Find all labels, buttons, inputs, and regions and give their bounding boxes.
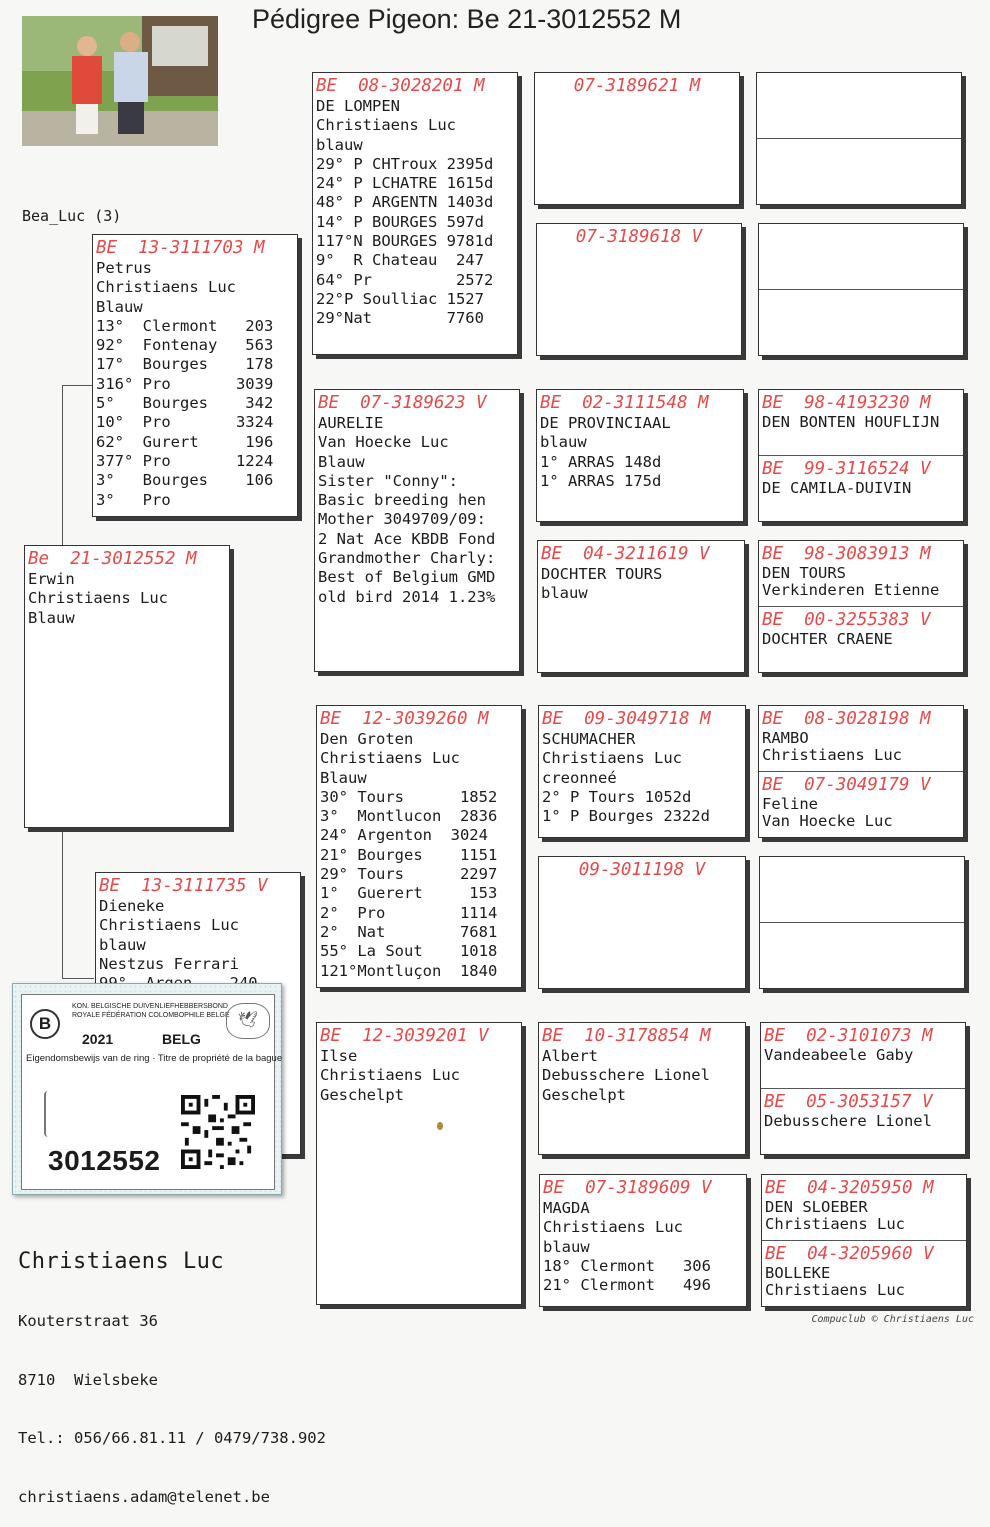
info-line: DEN TOURS — [762, 564, 846, 582]
pigeon-card-pair-empty[interactable] — [758, 223, 964, 356]
result-line: 29°Nat 7760 — [316, 309, 484, 328]
pigeon-card-fmf[interactable] — [536, 389, 744, 522]
info-line: Sister "Conny": — [318, 471, 458, 490]
pigeon-slot-empty — [757, 139, 961, 205]
result-line: 48° P ARGENTN 1403d — [316, 193, 494, 212]
info-line: Blauw — [318, 452, 365, 471]
result-line: 21° Clermont 496 — [543, 1276, 711, 1295]
result-line: 117°N BOURGES 9781d — [316, 232, 494, 251]
pigeon-card-mfm[interactable] — [538, 856, 746, 989]
pigeon-logo-icon: 🕊 — [226, 1003, 270, 1039]
result-line: 377° Pro 1224 — [96, 451, 274, 470]
info-line: Albert — [542, 1047, 598, 1065]
ring-card-number: 3012552 — [48, 1145, 161, 1176]
pigeon-slot-empty — [757, 73, 961, 139]
pigeon-card-fmm[interactable] — [537, 540, 745, 673]
result-line: 10° Pro 3324 — [96, 413, 274, 432]
ownership-text: Eigendomsbewijs van de ring · Titre de propriété de la bague — [26, 1053, 283, 1064]
ring-number: BE 09-3049718 M — [542, 709, 711, 729]
result-line: 2° Pro 1114 — [320, 903, 498, 922]
pigeon-slot[interactable] — [759, 390, 963, 456]
info-line: Christiaens Luc — [316, 116, 456, 135]
result-line: 1° Guerert 153 — [320, 884, 498, 903]
pigeon-slot[interactable] — [759, 541, 963, 607]
result-line: 30° Tours 1852 — [320, 787, 498, 806]
pigeon-slot[interactable] — [762, 1175, 966, 1241]
ring-number: BE 13-3111703 M — [96, 238, 265, 258]
result-line: 24° Argenton 3024 — [320, 826, 488, 845]
info-line: blauw — [540, 433, 587, 452]
owner-name: Christiaens Luc — [18, 1249, 225, 1274]
ring-number: BE 13-3111735 V — [99, 876, 268, 896]
ring-number: BE 04-3205950 M — [765, 1178, 934, 1198]
info-line: Grandmother Charly: — [318, 549, 496, 568]
ring-number: 07-3189621 M — [573, 76, 701, 96]
result-line: 3° Montlucon 2836 — [320, 807, 498, 826]
owner-photo — [22, 16, 218, 146]
paper-clip-icon — [44, 1091, 52, 1137]
ring-number: BE 05-3053157 V — [764, 1091, 933, 1112]
pigeon-slot[interactable] — [761, 1023, 965, 1089]
info-line: DE CAMILA-DUIVIN — [762, 478, 912, 497]
owner-city: 8710 Wielsbeke — [18, 1370, 158, 1389]
ring-number: BE 04-3205960 V — [765, 1243, 934, 1264]
ring-number: BE 04-3211619 V — [541, 544, 710, 564]
info-line: Debusschere Lionel — [542, 1066, 710, 1085]
ring-number: BE 98-3083913 M — [762, 544, 931, 564]
pigeon-card-ff[interactable] — [312, 72, 518, 355]
info-line: Van Hoecke Luc — [762, 811, 893, 830]
result-line: 5° Bourges 342 — [96, 394, 274, 413]
info-line: Christiaens Luc — [765, 1280, 905, 1299]
owner-email[interactable]: christiaens.adam@telenet.be — [18, 1487, 270, 1506]
info-line: AURELIE — [318, 414, 384, 432]
federation-name: KON. BELGISCHE DUIVENLIEFHEBBERSBOND ROYALE FÉDÉRATION COLOMBOPHILE BELGE — [72, 1003, 230, 1019]
pigeon-name: Erwin — [28, 570, 75, 588]
ring-number: BE 07-3189623 V — [318, 393, 487, 413]
result-line: 2° P Tours 1052d — [542, 787, 692, 806]
page-title: Pédigree Pigeon: Be 21-3012552 M — [252, 4, 682, 34]
ring-year: 2021 — [82, 1031, 114, 1047]
federation-logo-icon: B — [30, 1009, 60, 1039]
result-line: 29° P CHTroux 2395d — [316, 154, 494, 173]
ring-number: BE 07-3189609 V — [543, 1178, 712, 1198]
info-line: blauw — [99, 935, 146, 954]
result-line: 1° ARRAS 175d — [540, 471, 662, 490]
pigeon-slot[interactable] — [762, 1241, 966, 1307]
pigeon-card-pair-mff[interactable] — [758, 705, 964, 838]
result-line: 2° Nat 7681 — [320, 922, 498, 941]
footer-credit: Compuclub © Christiaens Luc — [811, 1314, 974, 1325]
pigeon-slot[interactable] — [759, 456, 963, 522]
pigeon-card-mm[interactable] — [316, 1022, 522, 1305]
info-line: Den Groten — [320, 730, 414, 748]
info-line: Best of Belgium GMD — [318, 568, 496, 587]
result-line: 1° P Bourges 2322d — [542, 807, 710, 826]
ring-number: BE 02-3101073 M — [764, 1026, 933, 1046]
pigeon-card-mmm[interactable] — [539, 1174, 747, 1307]
info-line: Christiaens Luc — [320, 749, 460, 768]
pigeon-slot[interactable] — [759, 607, 963, 673]
info-line: Blauw — [320, 768, 367, 787]
ring-number: BE 99-3116524 V — [762, 458, 931, 479]
info-line: Van Hoecke Luc — [318, 433, 449, 452]
pigeon-slot[interactable] — [761, 1089, 965, 1155]
info-line: blauw — [543, 1237, 590, 1256]
ring-number: BE 07-3049179 V — [762, 774, 931, 795]
info-line: Christiaens Luc — [765, 1215, 905, 1233]
result-line: 22°P Soulliac 1527 — [316, 289, 484, 308]
info-line: Feline — [762, 794, 818, 813]
connector-line — [62, 828, 63, 978]
result-line: 316° Pro 3039 — [96, 374, 274, 393]
owner-phone: Tel.: 056/66.81.11 / 0479/738.902 — [18, 1429, 326, 1447]
qr-code-icon — [180, 1095, 256, 1169]
pigeon-card-mff[interactable] — [538, 705, 746, 838]
info-line: DOCHTER TOURS — [541, 565, 663, 583]
result-line: 92° Fontenay 563 — [96, 336, 274, 355]
info-line: Petrus — [96, 259, 152, 277]
pigeon-card-ffm[interactable] — [536, 223, 742, 356]
result-line: 17° Bourges 178 — [96, 355, 274, 374]
result-line: 64° Pr 2572 — [316, 270, 494, 289]
result-line: 14° P BOURGES 597d — [316, 212, 484, 231]
info-line: DE PROVINCIAAL — [540, 414, 671, 432]
info-line: MAGDA — [543, 1199, 590, 1217]
result-line: 24° P LCHATRE 1615d — [316, 174, 494, 193]
result-line: 62° Gurert 196 — [96, 432, 274, 451]
pigeon-card-fm[interactable] — [314, 389, 520, 672]
pigeon-card-subject[interactable] — [24, 545, 230, 828]
info-line: DOCHTER CRAENE — [762, 629, 893, 648]
ring-number: BE 08-3028198 M — [762, 709, 931, 729]
info-line: Debusschere Lionel — [764, 1111, 932, 1130]
result-line: 13° Clermont 203 — [96, 316, 274, 335]
info-line: RAMBO — [762, 729, 809, 747]
pigeon-slot-empty — [759, 290, 963, 356]
info-line: DEN BONTEN HOUFLIJN — [762, 413, 940, 431]
info-line: DE LOMPEN — [316, 97, 400, 115]
info-line: 2 Nat Ace KBDB Fond — [318, 529, 496, 548]
info-line: Nestzus Ferrari — [99, 954, 239, 973]
pigeon-card-mf[interactable] — [316, 705, 522, 988]
ring-number: BE 02-3111548 M — [540, 393, 709, 413]
result-line: 21° Bourges 1151 — [320, 845, 498, 864]
ring-number: BE 00-3255383 V — [762, 609, 931, 630]
info-line: Vandeabeele Gaby — [764, 1046, 914, 1064]
connector-line — [62, 385, 63, 545]
connector-line — [62, 978, 94, 979]
info-line: Basic breeding hen — [318, 491, 486, 510]
ring-number: Be 21-3012552 M — [28, 549, 197, 569]
color: Blauw — [28, 608, 75, 627]
pigeon-slot-empty — [759, 224, 963, 290]
pigeon-card-mmf[interactable] — [538, 1022, 746, 1155]
pigeon-card-pair-empty[interactable] — [756, 72, 962, 205]
ring-number: BE 08-3028201 M — [316, 76, 485, 96]
info-line: Geschelpt — [320, 1085, 404, 1104]
info-line: BOLLEKE — [765, 1263, 831, 1282]
info-line: old bird 2014 1.23% — [318, 587, 496, 606]
info-line: Christiaens Luc — [543, 1218, 683, 1237]
owner-address — [18, 1212, 326, 1527]
card-inner — [21, 994, 283, 1190]
info-line: blauw — [316, 135, 363, 154]
info-line: Mother 3049709/09: — [318, 510, 486, 529]
pigeon-card-fff[interactable] — [534, 72, 740, 205]
ring-number: BE 12-3039260 M — [320, 709, 489, 729]
connector-line — [62, 385, 92, 386]
pigeon-slot[interactable] — [759, 706, 963, 772]
ring-country: BELG — [162, 1031, 201, 1047]
pigeon-slot-empty — [760, 923, 964, 989]
info-line: Ilse — [320, 1047, 358, 1065]
result-line: 121°Montluçon 1840 — [320, 961, 498, 980]
info-line: Christiaens Luc — [542, 749, 682, 768]
ring-number: BE 10-3178854 M — [542, 1026, 711, 1046]
loft-label: Bea_Luc (3) — [22, 207, 122, 225]
ring-number: BE 12-3039201 V — [320, 1026, 489, 1046]
ring-number: 09-3011198 V — [578, 860, 706, 880]
result-line: 3° Bourges 106 — [96, 471, 274, 490]
info-line: Geschelpt — [542, 1085, 626, 1104]
info-line: Verkinderen Etienne — [762, 581, 940, 599]
ring-number: 07-3189618 V — [575, 227, 703, 247]
info-line: creonneé — [542, 768, 617, 787]
info-line: DEN SLOEBER — [765, 1198, 868, 1216]
info-line: Blauw — [96, 297, 143, 316]
pigeon-card-pair-mmf[interactable] — [760, 1022, 966, 1155]
ring-ownership-card — [12, 983, 282, 1195]
owner-street: Kouterstraat 36 — [18, 1312, 158, 1330]
paper-speck — [437, 1122, 443, 1130]
ring-number: BE 98-4193230 M — [762, 393, 931, 413]
result-line: 18° Clermont 306 — [543, 1256, 711, 1275]
info-line: Christiaens Luc — [762, 746, 902, 764]
pigeon-card-pair-mmm[interactable] — [761, 1174, 967, 1307]
result-line: 55° La Sout 1018 — [320, 942, 498, 961]
pigeon-card-father[interactable] — [92, 234, 298, 517]
pigeon-slot[interactable] — [759, 772, 963, 838]
result-line: 1° ARRAS 148d — [540, 452, 662, 471]
result-line: 29° Tours 2297 — [320, 865, 498, 884]
result-line: 3° Pro — [96, 490, 171, 509]
info-line: Christiaens Luc — [96, 278, 236, 297]
pigeon-card-pair-fmf[interactable] — [758, 389, 964, 522]
pigeon-slot-empty — [760, 857, 964, 923]
info-line: Christiaens Luc — [99, 916, 239, 935]
result-line: 9° R Chateau 247 — [316, 251, 484, 270]
info-line: Christiaens Luc — [320, 1066, 460, 1085]
info-line: Dieneke — [99, 897, 165, 915]
pigeon-card-pair-fmm[interactable] — [758, 540, 964, 673]
breeder: Christiaens Luc — [28, 589, 168, 608]
pigeon-card-pair-empty[interactable] — [759, 856, 965, 989]
info-line: blauw — [541, 584, 588, 603]
info-line: SCHUMACHER — [542, 730, 636, 748]
